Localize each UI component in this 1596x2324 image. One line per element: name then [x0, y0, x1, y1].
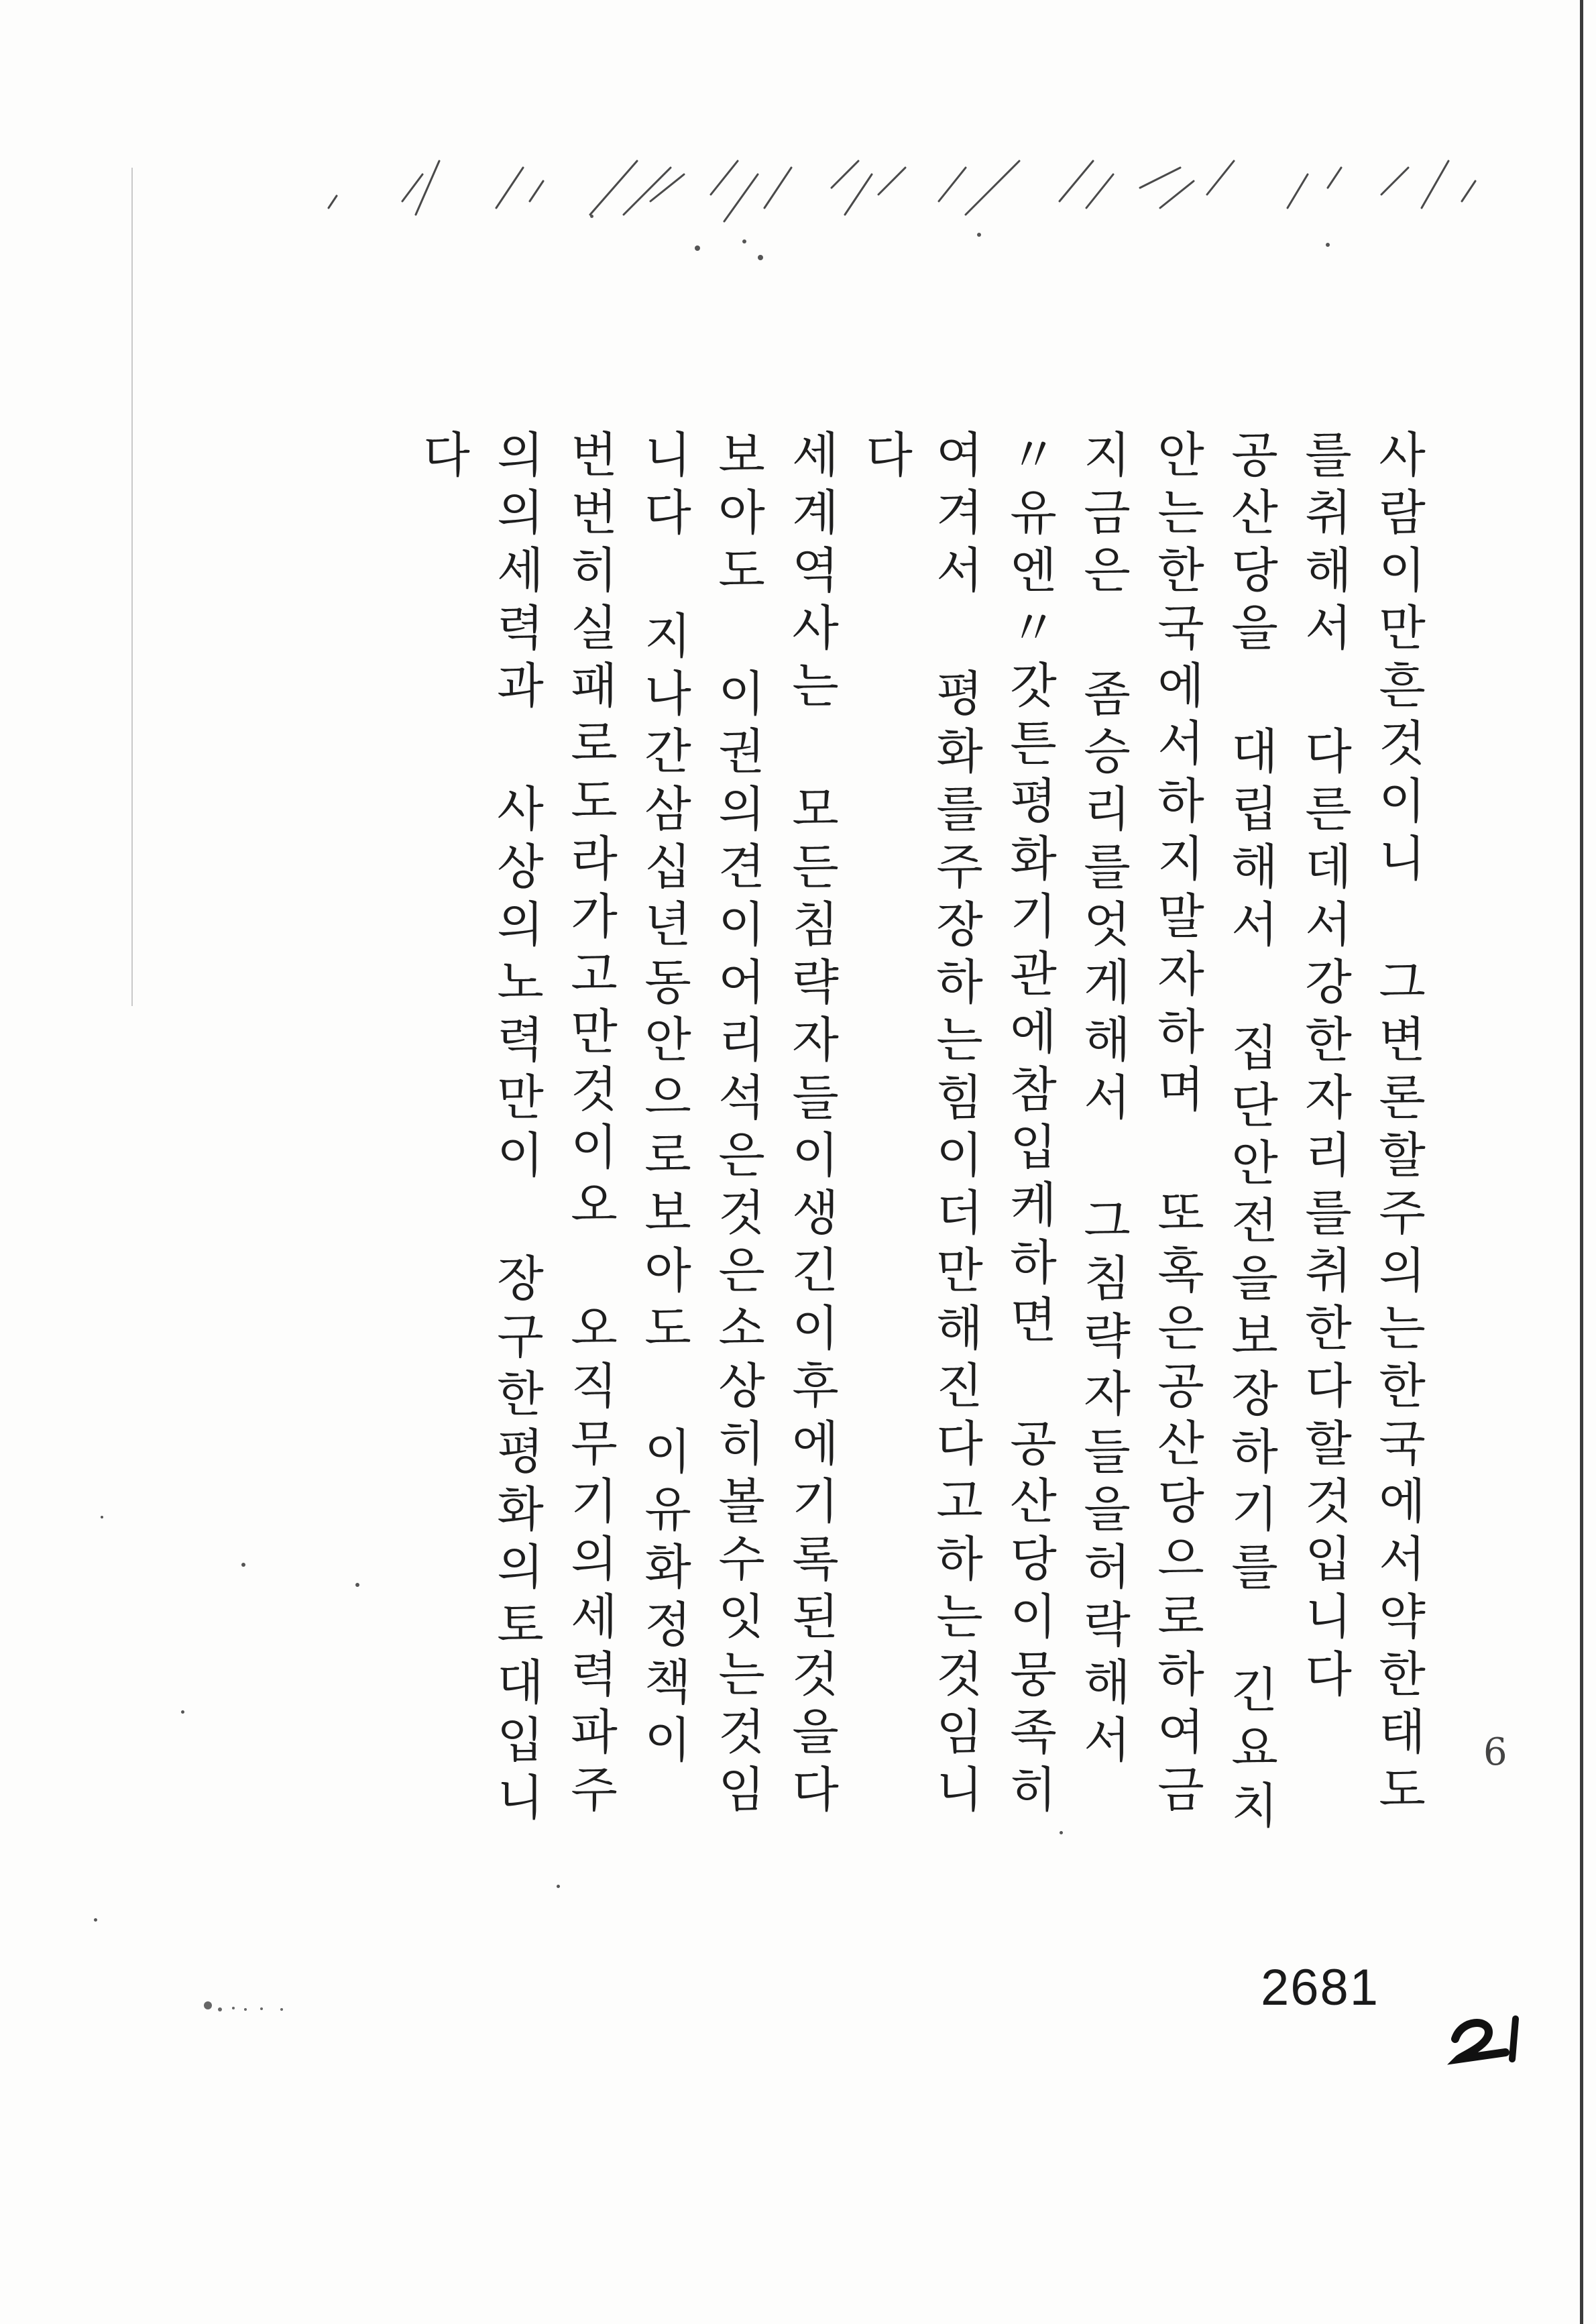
vertical-text-block — [402, 429, 1435, 1878]
scan-speck — [355, 1583, 359, 1587]
side-page-mark: 6 — [1483, 1730, 1507, 1774]
scan-speck — [758, 255, 763, 260]
scan-smudge — [201, 1992, 308, 2019]
text-column-12: 번번히실패로도라가고만것이오 오직무기의세력파주 — [562, 429, 618, 1822]
text-column-7: 여겨서 평화를주장하는힘이더만해진다고하는것임니 — [927, 429, 984, 1822]
page-number: 2681 — [1261, 1959, 1380, 2016]
scan-speck — [557, 1885, 560, 1888]
crossed-out-header-scribble — [322, 134, 1489, 255]
scan-speck — [94, 1918, 97, 1922]
text-column-11: 니다 지나간삼십년동안으로보아도 이유화정책이 — [636, 429, 692, 1772]
text-column-13: 의의세력과 사상의노력만이 장구한평화의토대입니 — [488, 429, 545, 1830]
scan-speck — [590, 215, 593, 218]
text-column-6: 〃유엔〃갓튼평화기관에참입케하면 공산당이뭉족히 — [1001, 429, 1058, 1822]
handwritten-corner-mark — [1442, 1992, 1542, 2066]
text-column-4: 안는한국에서하지말자하며 또혹은공산당으로하여금 — [1149, 429, 1205, 1822]
text-column-1: 사람이만흔것이니 그변론할주의는한국에서약한태도 — [1370, 429, 1426, 1822]
text-column-3: 공산당을 대립해서 집단안전을보장하기를 긴요치 — [1222, 429, 1279, 1838]
text-column-14: 다 — [414, 429, 471, 487]
scan-speck — [101, 1516, 103, 1518]
margin-rule — [131, 168, 133, 1006]
text-column-9: 세계역사는 모든침략자들이생긴이후에기록된것을다 — [783, 429, 840, 1822]
scan-speck — [1060, 1831, 1063, 1834]
page-edge-shadow — [1580, 0, 1583, 2324]
scan-speck — [241, 1563, 245, 1567]
scan-speck — [181, 1710, 184, 1714]
text-column-2: 를취해서 다른데서강한자리를취한다할것입니다 — [1296, 429, 1353, 1706]
text-column-8: 다 — [857, 429, 913, 487]
text-column-10: 보아도 이권의견이어리석은것은소상히볼수잇는것임 — [709, 429, 766, 1822]
text-column-5: 지금은 좀승리를엇게해서 그침략자들을허락해서 — [1075, 429, 1131, 1772]
